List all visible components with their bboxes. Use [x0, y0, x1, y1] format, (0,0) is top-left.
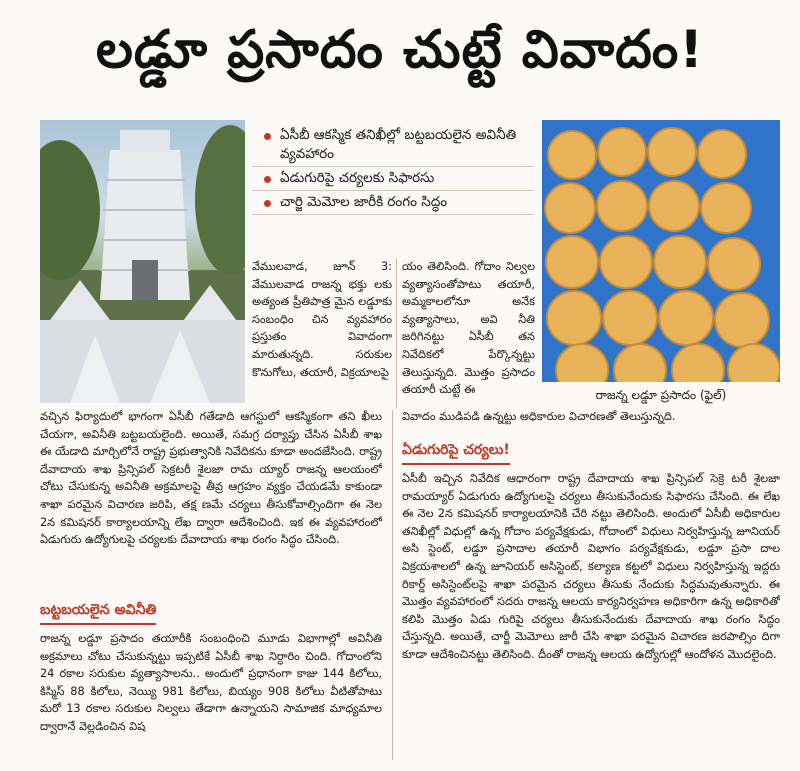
photo-caption: రాజన్న లడ్డూ ప్రసాదం (ఫైల్) — [595, 388, 727, 402]
column-divider — [392, 410, 393, 760]
article-left-bottom: రాజన్న లడ్డూ ప్రసాదం తయారీకి సంబంధించి మూడు విభాగాల్లో అవినీతి అక్రమాలు చోటు చేసుకున్నట్టు ఇప్పటికే ఏసీబీ శాఖ నిర్ధారిం చింది. గోదాంలోని 24 రకాల సరుకుల వ్యత్యాసాలను.. అందులో ప్రధానంగా కాజు 144 కిలోలు, కిస్మిస్ 88 కిలోలు, నెయ్యి 981 కిలోలు, బియ్యం 908 కిలోలు వీటితోపాటు మరో 13 రకాల సరుకుల నిల్వలు తేడాగా ఉన్నాయని సామాజిక మాధ్యమాల ద్వారానే వెల్లడించిన విష — [40, 632, 382, 733]
temple-photo — [40, 120, 245, 403]
subhead-actions: ఏడుగురిపై చర్యలు! — [402, 440, 510, 467]
bullet-dot-icon — [264, 200, 271, 207]
subhead-underline — [402, 463, 510, 465]
bullet-dot-icon — [264, 176, 271, 183]
subhead-underline — [40, 623, 156, 625]
article-left-mid: వచ్చిన ఫిర్యాదులో భాగంగా ఏసీబీ గతేడాది ఆగస్టులో ఆకస్మికంగా తని ఖీలు చేయగా, అవినీతి బట్టబయలైంది. అయితే, సమగ్ర దర్యాప్తు చేసిన ఏసీబీ శాఖ ఈ యేడాది మార్చిలోనే రాష్ట్ర ప్రభుత్వానికి నివేదికను కూడా అందజేసింది. రాష్ట్ర దేవాదాయ శాఖ ప్రిన్సిపల్ సెక్రటరీ శైలజా రామ య్యార్ రాజన్న ఆలయంలో చోటు చేసుకున్న అవినీతి అక్రమాలపై తీవ్ర ఆగ్రహం వ్యక్తం చేయడమే కాకుండా శాఖా పరమైన విచారణ జరిపి, తక్ష ణమే చర్యలు తీసుకోవాల్సిందిగా ఈ నెల 2న కమిషనర్ కార్యాలయాన్ని లేఖ ద్వారా ఆదేశించింది. ఇక ఈ వ్యవహారంలో ఏడుగురు ఉద్యోగులపై చర్యలకు దేవాదాయ శాఖ రంగం సిద్ధం చేసింది. — [40, 410, 382, 547]
headline: లడ్డూ ప్రసాదం చుట్టే వివాదం! — [96, 19, 704, 80]
bullet-dot-icon — [264, 133, 271, 140]
bullet-item: ఏడుగురిపై చర్యలకు సిఫారసు — [252, 167, 534, 191]
temple-illustration — [40, 120, 245, 403]
bullet-item: చార్జి మెమోల జారీకి రంగం సిద్ధం — [252, 191, 534, 215]
column-divider — [396, 258, 397, 408]
article-right-mid: వివాదం ముడిపడి ఉన్నట్టు అధికారుల విచారణతో తెలుస్తున్నది. — [402, 410, 676, 423]
bullet-item: ఏసీబీ ఆకస్మిక తనిఖీల్లో బట్టబయలైన అవినీతి వ్యవహారం — [252, 124, 534, 167]
laddu-illustration — [542, 120, 780, 382]
hidden-wide-line — [40, 762, 41, 763]
article-right-body: ఏసీబీ ఇచ్చిన నివేదిక ఆధారంగా రాష్ట్ర దేవాదాయ శాఖ ప్రిన్సిపల్ సెక్రె టరీ శైలజా రామయ్యార్ ఏడుగురు ఉద్యోగులపై చర్యలు తీసుకునేందుకు సిఫారసు చేసింది. ఈ లేఖ ఈ నెల 2న కమిషనర్ కార్యాలయానికి చేరి నట్టు తెలిసింది. అందులో ఏసీబీ అధికారుల తనిఖీల్లో విధుల్లో ఉన్న గోదాం పర్యవేక్షకుడు, గోదాంలో విధులు నిర్వహిస్తున్న జూనియర్ అసి స్టెంట్, లడ్డూ ప్రసాదాల తయారీ విభాగం పర్యవేక్షకుడు, లడ్డూ ప్రసా దాల విక్రయశాలలో ఉన్న జూనియర్ అసిస్టెంట్, కల్యాణ కట్టలో విధులు నిర్వహిస్తున్న ఇద్దరు రికార్డ్ అసిస్టెంట్‌లపై శాఖా పరమైన చర్యలు తీసుకు నేందుకు సిద్ధమవుతున్నారు. ఈ మొత్తం వ్యవహారంలో సదరు రాజన్న ఆలయ కార్యనిర్వహణ అధికారిగా ఉన్న అధికారితో కలిపి మొత్తం ఏడు గురిపై చర్యలు తీసుకునేందుకు దేవాదాయ శాఖ రంగం సిద్ధం చేస్తున్నది. అయితే, చార్జీ మెమోలు జారీ చేసి శాఖా పరమైన విచారణ జరపాల్సిం దిగా కూడా ఆదేశించినట్టు తెలిసింది. దీంతో రాజన్న ఆలయ ఉద్యోగుల్లో ఆందోళన మొదలైంది. — [402, 472, 780, 661]
laddu-photo — [542, 120, 780, 382]
article-col2-top: యం తెలిసింది. గోదాం నిల్వల వ్యత్యాసంతోపాటు తయారీ, అమ్మకాలలోనూ అనేక వ్యత్యాసాలు, అవి నీతి జరిగినట్టు ఏసీబీ తన నివేదికలో పేర్కొన్నట్టు తెలుస్తున్నది. మొత్తం ప్రసాదం తయారీ చుట్టే ఈ — [402, 260, 535, 397]
article-col1-top: వేములవాడ, జూన్ 3: వేములవాడ రాజన్న భక్తు లకు అత్యంత ప్రీతిపాత్ర మైన లడ్డూకు సంబంధిం చిన వ్యవహారం ప్రస్తుతం వివాదంగా మారుతున్నది. సరుకుల కొనుగోలు, తయారీ, విక్రయాలపై — [252, 260, 392, 379]
subhead-corruption: బట్టబయలైన అవినీతి — [40, 600, 156, 627]
highlight-bullets — [252, 124, 534, 250]
